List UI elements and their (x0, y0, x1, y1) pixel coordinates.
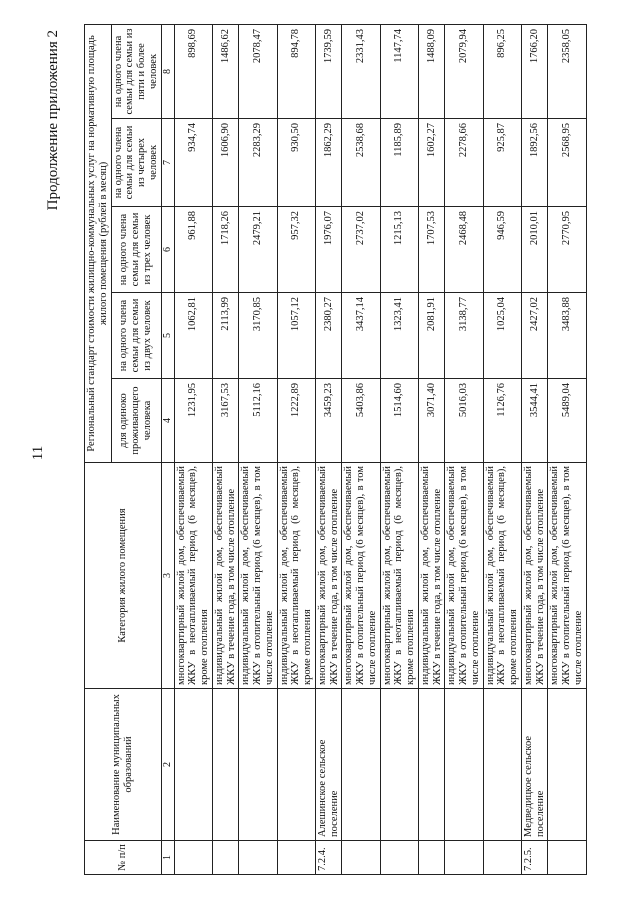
cost-five-plus: 1486,62 (212, 24, 239, 118)
table-row (277, 24, 315, 874)
housing-category: индивидуальный жилой дом, обеспечиваемый ЖКУ в неотапливаемый период (6 месяцев), кроме отопления (483, 463, 521, 689)
cost-four: 1892,56 (521, 119, 548, 207)
cost-five-plus: 898,69 (174, 24, 212, 118)
cost-five-plus: 894,78 (277, 24, 315, 118)
cost-three: 2770,95 (548, 207, 586, 293)
cost-three: 1976,07 (315, 207, 342, 293)
housing-category: индивидуальный жилой дом, обеспечиваемый ЖКУ в течение года, в том числе отопление (418, 463, 445, 689)
municipality-name (483, 689, 521, 841)
table-row (174, 24, 212, 874)
row-number (380, 841, 418, 875)
cost-single: 1514,60 (380, 379, 418, 463)
cost-single: 1231,95 (174, 379, 212, 463)
subheader-two: на одного члена семьи для семьи из двух человек (111, 293, 161, 379)
table-row (418, 24, 445, 874)
col-header-category: Категория жилого помещения (85, 463, 162, 689)
cost-five-plus: 2078,47 (239, 24, 277, 118)
cost-single: 5016,03 (445, 379, 483, 463)
cost-two: 3437,14 (342, 293, 380, 379)
subheader-three: на одного члена семьи для семьи из трех человек (111, 207, 161, 293)
cost-three: 2010,01 (521, 207, 548, 293)
row-number (418, 841, 445, 875)
cost-two: 3170,85 (239, 293, 277, 379)
column-index-row (161, 24, 174, 874)
municipality-name (277, 689, 315, 841)
cost-five-plus: 2331,43 (342, 24, 380, 118)
cost-two: 1323,41 (380, 293, 418, 379)
appendix-caption: Продолжение приложения 2 (45, 30, 61, 211)
cost-five-plus: 896,25 (483, 24, 521, 118)
table-row (521, 24, 548, 874)
page-number: 11 (30, 445, 46, 461)
municipality-name (445, 689, 483, 841)
municipality-name (548, 689, 586, 841)
row-number (548, 841, 586, 875)
cost-four: 2538,68 (342, 119, 380, 207)
cost-three: 1707,53 (418, 207, 445, 293)
cost-two: 2380,27 (315, 293, 342, 379)
cost-single: 3071,40 (418, 379, 445, 463)
housing-category: индивидуальный жилой дом, обеспечиваемый ЖКУ в отопительный период (6 месяцев), в том числе отопление (445, 463, 483, 689)
cost-two: 2113,99 (212, 293, 239, 379)
cost-three: 946,59 (483, 207, 521, 293)
table-row (380, 24, 418, 874)
row-number (239, 841, 277, 875)
row-number (277, 841, 315, 875)
municipality-name (380, 689, 418, 841)
table-row (239, 24, 277, 874)
cost-single: 3544,41 (521, 379, 548, 463)
cost-two: 1062,81 (174, 293, 212, 379)
cost-four: 925,87 (483, 119, 521, 207)
cost-single: 1222,89 (277, 379, 315, 463)
cost-two: 1057,12 (277, 293, 315, 379)
cost-single: 3167,53 (212, 379, 239, 463)
row-number (212, 841, 239, 875)
municipality-name: Алешинское сельское поселение (315, 689, 342, 841)
cost-two: 1025,04 (483, 293, 521, 379)
cost-three: 2479,21 (239, 207, 277, 293)
municipality-name (174, 689, 212, 841)
cost-five-plus: 1488,09 (418, 24, 445, 118)
cost-five-plus: 1739,59 (315, 24, 342, 118)
row-number (342, 841, 380, 875)
cost-four: 930,50 (277, 119, 315, 207)
table-body (174, 24, 586, 874)
housing-category: индивидуальный жилой дом, обеспечиваемый ЖКУ в отопительный период (6 месяцев), в том числе отопление (239, 463, 277, 689)
municipality-name: Медведицкое сельское поселение (521, 689, 548, 841)
municipality-name (212, 689, 239, 841)
cost-five-plus: 2079,94 (445, 24, 483, 118)
column-index: 8 (161, 24, 174, 118)
col-header-standard: Региональный стандарт стоимости жилищно-коммунальных услуг на нормативную площадь жилого помещения (рублей в месяц) (85, 24, 112, 462)
cost-single: 3459,23 (315, 379, 342, 463)
cost-four: 934,74 (174, 119, 212, 207)
municipality-name (418, 689, 445, 841)
cost-five-plus: 2358,05 (548, 24, 586, 118)
cost-single: 5489,04 (548, 379, 586, 463)
table-row (315, 24, 342, 874)
housing-category: многоквартирный жилой дом, обеспечиваемый ЖКУ в неотапливаемый период (6 месяцев), кроме отопления (174, 463, 212, 689)
subheader-single: для одиноко проживающего человека (111, 379, 161, 463)
subheader-four: на одного члена семьи для семьи из четырех человек (111, 119, 161, 207)
column-index: 7 (161, 119, 174, 207)
row-number: 7.2.4. (315, 841, 342, 875)
cost-four: 1606,90 (212, 119, 239, 207)
cost-two: 2081,91 (418, 293, 445, 379)
cost-two: 2427,02 (521, 293, 548, 379)
col-header-number: № п/п (85, 841, 162, 875)
cost-three: 961,88 (174, 207, 212, 293)
cost-three: 957,32 (277, 207, 315, 293)
housing-category: многоквартирный жилой дом, обеспечиваемый ЖКУ в отопительный период (6 месяцев), в том числе отопление (342, 463, 380, 689)
housing-category: многоквартирный жилой дом, обеспечиваемый ЖКУ в течение года, в том числе отопление (315, 463, 342, 689)
cost-single: 1126,76 (483, 379, 521, 463)
housing-category: многоквартирный жилой дом, обеспечиваемый ЖКУ в отопительный период (6 месяцев), в том числе отопление (548, 463, 586, 689)
cost-single: 5112,16 (239, 379, 277, 463)
row-number: 7.2.5. (521, 841, 548, 875)
table-row (342, 24, 380, 874)
row-number (483, 841, 521, 875)
cost-four: 1602,27 (418, 119, 445, 207)
housing-category: индивидуальный жилой дом, обеспечиваемый ЖКУ в неотапливаемый период (6 месяцев), кроме отопления (277, 463, 315, 689)
cost-two: 3138,77 (445, 293, 483, 379)
cost-four: 2278,66 (445, 119, 483, 207)
municipality-name (342, 689, 380, 841)
housing-category: многоквартирный жилой дом, обеспечиваемый ЖКУ в неотапливаемый период (6 месяцев), кроме отопления (380, 463, 418, 689)
row-number (174, 841, 212, 875)
housing-cost-table (84, 24, 587, 875)
cost-three: 2468,48 (445, 207, 483, 293)
municipality-name (239, 689, 277, 841)
column-index: 1 (161, 841, 174, 875)
col-header-municipality: Наименование муниципальных образований (85, 689, 162, 841)
column-index: 5 (161, 293, 174, 379)
table-row (445, 24, 483, 874)
subheader-five-plus: на одного члена семьи для семьи из пяти и более человек (111, 24, 161, 118)
housing-category: многоквартирный жилой дом, обеспечиваемый ЖКУ в течение года, в том числе отопление (521, 463, 548, 689)
table-row (548, 24, 586, 874)
cost-five-plus: 1766,20 (521, 24, 548, 118)
table-row (483, 24, 521, 874)
table-row (212, 24, 239, 874)
cost-three: 1215,13 (380, 207, 418, 293)
cost-single: 5403,86 (342, 379, 380, 463)
row-number (445, 841, 483, 875)
column-index: 3 (161, 463, 174, 689)
cost-four: 1862,29 (315, 119, 342, 207)
cost-three: 2737,02 (342, 207, 380, 293)
cost-two: 3483,88 (548, 293, 586, 379)
column-index: 6 (161, 207, 174, 293)
cost-four: 2283,29 (239, 119, 277, 207)
cost-three: 1718,26 (212, 207, 239, 293)
column-index: 2 (161, 689, 174, 841)
column-index: 4 (161, 379, 174, 463)
housing-category: индивидуальный жилой дом, обеспечиваемый ЖКУ в течение года, в том числе отопление (212, 463, 239, 689)
cost-four: 2568,95 (548, 119, 586, 207)
cost-five-plus: 1147,74 (380, 24, 418, 118)
cost-four: 1185,89 (380, 119, 418, 207)
